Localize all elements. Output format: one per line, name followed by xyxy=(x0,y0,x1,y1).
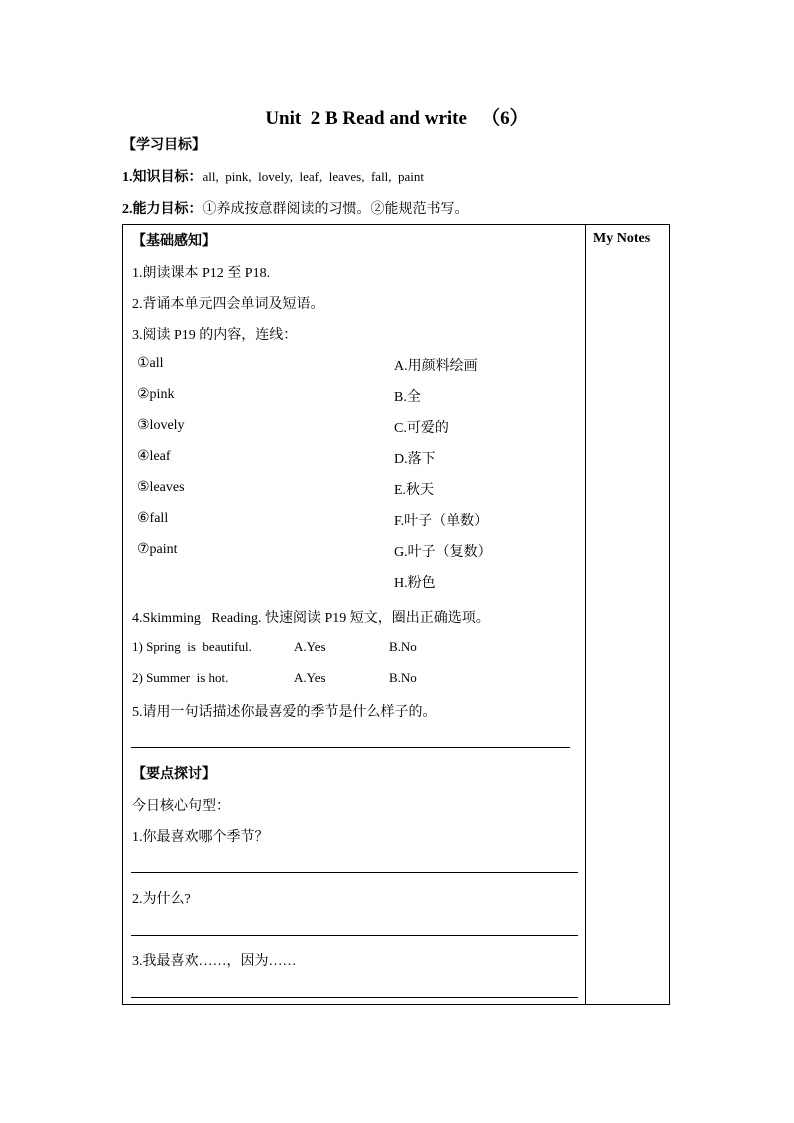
match-right-item: D.落下 xyxy=(394,452,436,467)
answer-line xyxy=(131,872,578,873)
question-2-option-b: B.No xyxy=(389,670,417,685)
match-left-item: ④leaf xyxy=(137,449,171,464)
ability-objective xyxy=(122,198,469,218)
key-sentence-1: 1.你最喜欢哪个季节？ xyxy=(132,830,269,845)
page-title: Unit 2 B Read and write （6） xyxy=(265,108,529,129)
match-left-item: ⑦paint xyxy=(137,542,178,557)
knowledge-text: all, pink, lovely, leaf, leaves, fall, paint xyxy=(202,169,425,184)
match-right-item: G.叶子（复数） xyxy=(394,545,492,560)
knowledge-objective xyxy=(122,166,424,186)
basic-item-2: 2.背诵本单元四会单词及短语。 xyxy=(132,297,325,312)
basic-item-1: 1.朗读课本 P12 至 P18. xyxy=(132,266,271,281)
question-2: 2) Summer is hot. xyxy=(132,670,229,685)
match-right-item: E.秋天 xyxy=(394,483,435,498)
match-right-item: H.粉色 xyxy=(394,576,436,591)
key-sentence-3: 3.我最喜欢……，因为…… xyxy=(132,954,297,969)
match-right-item: C.可爱的 xyxy=(394,421,449,436)
column-divider xyxy=(585,225,586,1004)
match-right-item: F.叶子（单数） xyxy=(394,514,489,529)
key-sentence-2: 2.为什么? xyxy=(132,892,191,907)
my-notes-header: My Notes xyxy=(593,231,651,246)
match-left-item: ①all xyxy=(137,356,164,371)
key-intro: 今日核心句型： xyxy=(132,799,230,814)
question-1: 1) Spring is beautiful. xyxy=(132,639,252,654)
basic-item-4: 4.Skimming Reading. 快速阅读 P19 短文，圈出正确选项。 xyxy=(132,611,490,626)
basic-item-3: 3.阅读 P19 的内容，连线： xyxy=(132,328,298,343)
match-left-item: ⑤leaves xyxy=(137,480,185,495)
basic-heading: 【基础感知】 xyxy=(132,234,216,249)
match-right-item: B.全 xyxy=(394,390,421,405)
match-left-item: ⑥fall xyxy=(137,511,169,526)
objectives-heading: 【学习目标】 xyxy=(122,138,206,153)
match-left-item: ②pink xyxy=(137,387,175,402)
question-1-option-b: B.No xyxy=(389,639,417,654)
question-2-option-a: A.Yes xyxy=(294,670,326,685)
question-1-option-a: A.Yes xyxy=(294,639,326,654)
knowledge-label: 1.知识目标： xyxy=(122,170,203,185)
answer-line xyxy=(131,747,570,748)
basic-item-5: 5.请用一句话描述你最喜爱的季节是什么样子的。 xyxy=(132,705,437,720)
answer-line xyxy=(131,997,578,998)
ability-label: 2.能力目标： xyxy=(122,202,203,217)
match-right-item: A.用颜料绘画 xyxy=(394,359,478,374)
worksheet-table xyxy=(122,224,670,1005)
answer-line xyxy=(131,935,578,936)
ability-text: ①养成按意群阅读的习惯。②能规范书写。 xyxy=(202,202,469,217)
match-left-item: ③lovely xyxy=(137,418,185,433)
key-heading: 【要点探讨】 xyxy=(132,767,216,782)
